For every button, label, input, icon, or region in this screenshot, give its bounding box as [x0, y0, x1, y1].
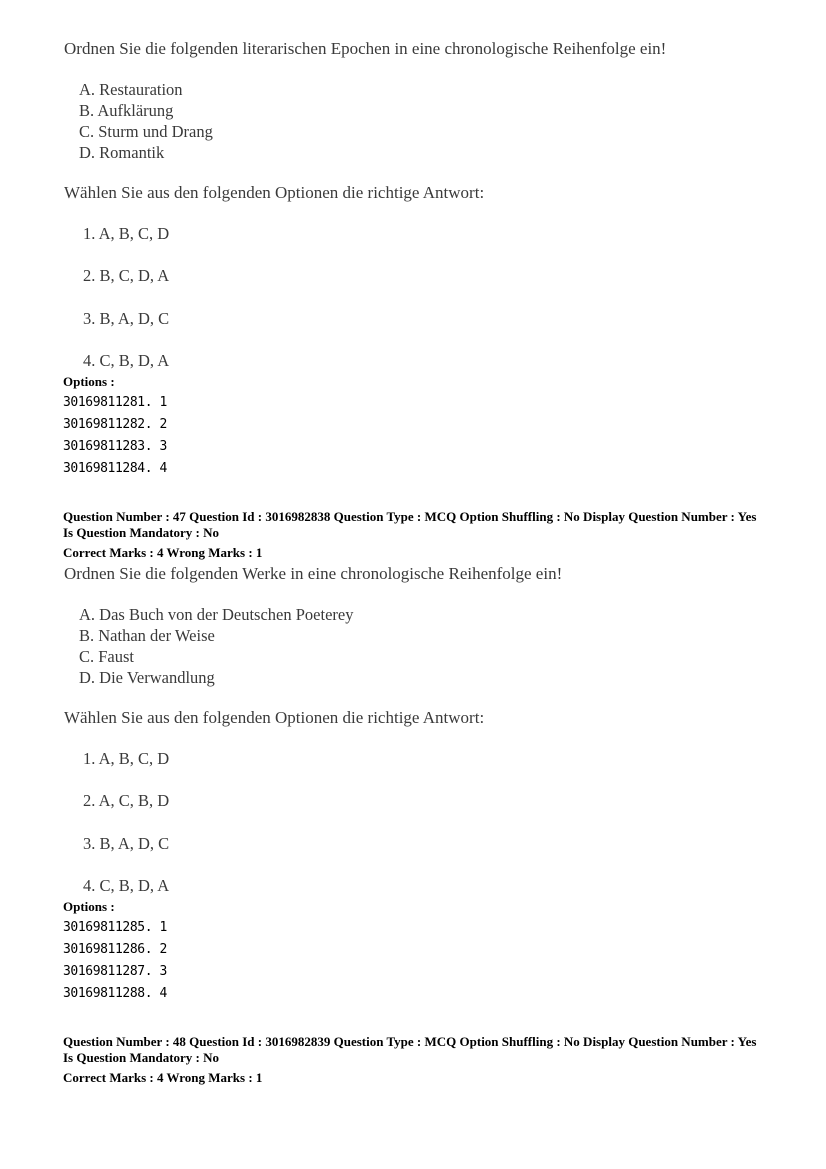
question-text: Ordnen Sie die folgenden Werke in eine chronologische Reihenfolge ein!: [64, 564, 563, 583]
options-label: Options :: [63, 374, 115, 389]
option-id: 30169811286. 2: [63, 942, 167, 957]
question-meta: Question Number : 48 Question Id : 3016982839 Question Type : MCQ Option Shuffling : No Display Question Number : Yes Is Question Mandatory : No: [63, 1034, 757, 1065]
answer-choice: 1. A, B, C, D: [83, 224, 170, 243]
question-meta: Question Number : 47 Question Id : 3016982838 Question Type : MCQ Option Shuffling : No Display Question Number : Yes Is Question Mandatory : No: [63, 509, 757, 540]
instruction-text: Wählen Sie aus den folgenden Optionen die richtige Antwort:: [64, 708, 485, 727]
list-item: D. Die Verwandlung: [79, 668, 215, 687]
question-marks: Correct Marks : 4 Wrong Marks : 1: [63, 545, 263, 560]
list-item: B. Aufklärung: [79, 101, 174, 120]
option-id: 30169811288. 4: [63, 986, 167, 1001]
answer-choice: 2. A, C, B, D: [83, 791, 170, 810]
list-item: D. Romantik: [79, 143, 165, 162]
instruction-text: Wählen Sie aus den folgenden Optionen die richtige Antwort:: [64, 183, 485, 202]
option-id: 30169811283. 3: [63, 439, 167, 454]
option-id: 30169811284. 4: [63, 461, 167, 476]
question-marks: Correct Marks : 4 Wrong Marks : 1: [63, 1070, 263, 1085]
question-text: Ordnen Sie die folgenden literarischen Epochen in eine chronologische Reihenfolge ein!: [64, 39, 667, 58]
answer-choice: 4. C, B, D, A: [83, 351, 170, 370]
list-item: A. Das Buch von der Deutschen Poeterey: [79, 605, 354, 624]
answer-choice: 1. A, B, C, D: [83, 749, 170, 768]
option-id: 30169811282. 2: [63, 417, 167, 432]
option-id: 30169811285. 1: [63, 920, 167, 935]
option-id: 30169811281. 1: [63, 395, 167, 410]
option-id: 30169811287. 3: [63, 964, 167, 979]
answer-choice: 2. B, C, D, A: [83, 266, 170, 285]
list-item: C. Sturm und Drang: [79, 122, 213, 141]
answer-choice: 3. B, A, D, C: [83, 309, 170, 328]
list-item: A. Restauration: [79, 80, 183, 99]
options-label: Options :: [63, 899, 115, 914]
list-item: B. Nathan der Weise: [79, 626, 215, 645]
answer-choice: 4. C, B, D, A: [83, 876, 170, 895]
list-item: C. Faust: [79, 647, 135, 666]
answer-choice: 3. B, A, D, C: [83, 834, 170, 853]
